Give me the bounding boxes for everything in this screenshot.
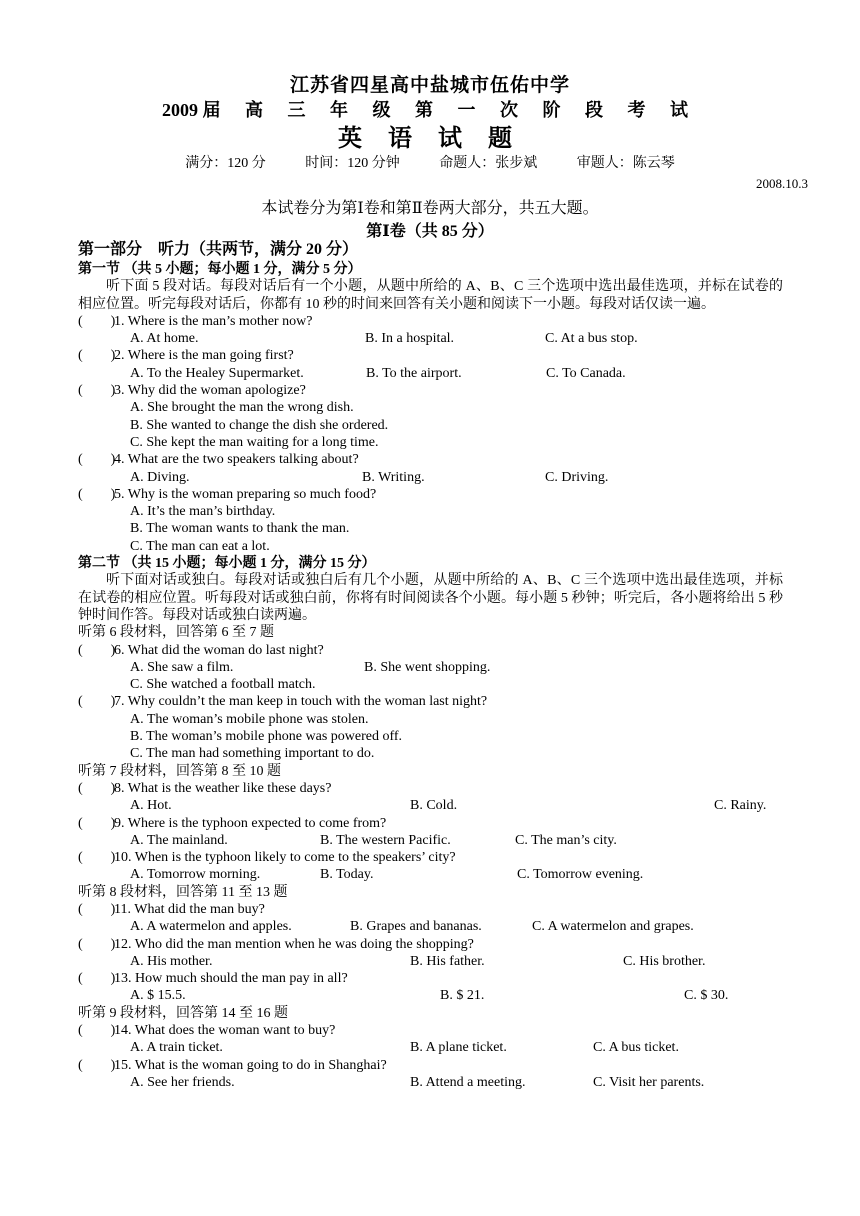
options-11 (130, 918, 783, 935)
question-stem: 8. What is the weather like these days? (114, 780, 332, 796)
answer-bracket[interactable]: ( ) (78, 936, 116, 952)
answer-bracket[interactable]: ( ) (78, 971, 116, 987)
option-b: B. The woman wants to thank the man. (130, 521, 350, 537)
answer-bracket[interactable]: ( ) (78, 850, 116, 866)
question-7 (78, 693, 783, 710)
answer-bracket[interactable]: ( ) (78, 313, 116, 329)
option-a: A. A train ticket. (130, 1040, 223, 1056)
exam-name: 届 高 三 年 级 第 一 次 阶 段 考 试 (202, 100, 698, 120)
question-10 (78, 849, 783, 866)
option-c: C. At a bus stop. (545, 331, 638, 347)
question-stem: 3. Why did the woman apologize? (114, 383, 306, 399)
options-2 (130, 365, 783, 382)
question-stem: 2. Where is the man going first? (114, 348, 294, 364)
material-6-heading: 听第 6 段材料，回答第 6 至 7 题 (78, 625, 274, 641)
exam-date: 2008.10.3 (756, 176, 808, 191)
option-c: C. She watched a football match. (130, 677, 316, 693)
option-a: A. See her friends. (130, 1074, 235, 1090)
question-stem: 14. What does the woman want to buy? (114, 1023, 336, 1039)
option-c: C. Rainy. (714, 798, 767, 814)
option-b: B. $ 21. (440, 988, 485, 1004)
option-a: A. Diving. (130, 469, 190, 485)
question-15 (78, 1057, 783, 1074)
question-stem: 1. Where is the man’s mother now? (114, 313, 313, 329)
question-stem: 9. Where is the typhoon expected to come from? (114, 815, 387, 831)
option-a: A. His mother. (130, 953, 213, 969)
options-9 (130, 832, 783, 849)
option-b: B. The western Pacific. (320, 832, 451, 848)
option-a: A. Tomorrow morning. (130, 867, 261, 883)
question-stem: 5. Why is the woman preparing so much food? (114, 486, 377, 502)
option-b: B. Cold. (410, 798, 458, 814)
exam-author: 命题人：张步斌 (439, 156, 538, 171)
option-c: C. She kept the man waiting for a long time. (130, 434, 379, 450)
option-b: B. To the airport. (366, 365, 462, 381)
answer-bracket[interactable]: ( ) (78, 694, 116, 710)
material-8-heading: 听第 8 段材料，回答第 11 至 13 题 (78, 884, 288, 900)
option-c: C. A watermelon and grapes. (532, 919, 694, 935)
answer-bracket[interactable]: ( ) (78, 815, 116, 831)
question-2 (78, 347, 783, 364)
option-b: B. A plane ticket. (410, 1040, 507, 1056)
option-b: B. Attend a meeting. (410, 1074, 526, 1090)
answer-bracket[interactable]: ( ) (78, 780, 116, 796)
full-score: 满分：120 分 (185, 156, 266, 171)
question-12 (78, 936, 783, 953)
option-b: B. The woman’s mobile phone was powered off. (130, 729, 403, 745)
option-b: B. Writing. (362, 469, 425, 485)
question-5 (78, 486, 783, 503)
option-b: B. She went shopping. (364, 659, 491, 675)
options-10 (130, 866, 783, 883)
option-c: C. Driving. (545, 469, 609, 485)
paper-intro: 本试卷分为第Ⅰ卷和第Ⅱ卷两大部分，共五大题。 (261, 200, 599, 217)
options-1 (130, 330, 783, 347)
question-stem: 15. What is the woman going to do in Shanghai? (114, 1057, 387, 1073)
part1-title: 第一部分 听力（共两节，满分 20 分） (78, 241, 359, 258)
option-a: A. A watermelon and apples. (130, 919, 292, 935)
question-8 (78, 780, 783, 797)
options-4 (130, 469, 783, 486)
question-13 (78, 970, 783, 987)
option-a: A. To the Healey Supermarket. (130, 365, 304, 381)
option-a: A. The mainland. (130, 832, 228, 848)
option-c: C. The man’s city. (515, 832, 617, 848)
question-11 (78, 901, 783, 918)
option-b: B. His father. (410, 953, 485, 969)
answer-bracket[interactable]: ( ) (78, 1023, 116, 1039)
exam-meta (0, 152, 860, 172)
answer-bracket[interactable]: ( ) (78, 383, 116, 399)
question-14 (78, 1022, 783, 1039)
option-a: A. She brought the man the wrong dish. (130, 400, 354, 416)
option-a: A. It’s the man’s birthday. (130, 504, 276, 520)
question-1 (78, 313, 783, 330)
option-c: C. To Canada. (546, 365, 626, 381)
option-c: C. Tomorrow evening. (517, 867, 644, 883)
section2-title: 第二节 （共 15 小题；每小题 1 分，满分 15 分） (78, 556, 376, 572)
options-8 (130, 797, 783, 814)
subject-title: 英 语 试 题 (338, 126, 522, 152)
options-13 (130, 987, 783, 1004)
options-12 (130, 953, 783, 970)
exam-time: 时间：120 分钟 (305, 156, 400, 171)
answer-bracket[interactable]: ( ) (78, 486, 116, 502)
material-7-heading: 听第 7 段材料，回答第 8 至 10 题 (78, 763, 281, 779)
answer-bracket[interactable]: ( ) (78, 642, 116, 658)
option-b: B. Grapes and bananas. (350, 919, 482, 935)
question-3 (78, 382, 783, 399)
option-a: A. At home. (130, 331, 199, 347)
options-6 (130, 659, 783, 676)
question-6 (78, 642, 783, 659)
option-a: A. Hot. (130, 798, 172, 814)
question-stem: 11. What did the man buy? (114, 901, 265, 917)
question-stem: 6. What did the woman do last night? (114, 642, 324, 658)
option-c: C. $ 30. (684, 988, 729, 1004)
option-b: B. She wanted to change the dish she ordered. (130, 417, 389, 433)
option-c: C. His brother. (623, 953, 706, 969)
option-a: A. The woman’s mobile phone was stolen. (130, 711, 369, 727)
answer-bracket[interactable]: ( ) (78, 348, 116, 364)
option-a: A. She saw a film. (130, 659, 234, 675)
answer-bracket[interactable]: ( ) (78, 1057, 116, 1073)
section1-instructions: 听下面 5 段对话。每段对话后有一个小题，从题中所给的 A、B、C 三个选项中选出最佳选项，并标在试卷的相应位置。听完每段对话后，你都有 10 秒的时间来回答有关小题和阅读下一小题。每段对话仅读一遍。 (78, 279, 783, 312)
material-9-heading: 听第 9 段材料，回答第 14 至 16 题 (78, 1005, 288, 1021)
option-c: C. Visit her parents. (593, 1074, 705, 1090)
answer-bracket[interactable]: ( ) (78, 901, 116, 917)
question-4 (78, 451, 783, 468)
option-a: A. $ 15.5. (130, 988, 186, 1004)
options-15 (130, 1074, 783, 1091)
option-c: C. The man can eat a lot. (130, 538, 270, 554)
options-14 (130, 1039, 783, 1056)
section2-instructions: 听下面对话或独白。每段对话或独白后有几个小题，从题中所给的 A、B、C 三个选项中选出最佳选项，并标在试卷的相应位置。听每段对话或独白前，你将有时间阅读各个小题。每小题 5 秒钟；听完后，各小题将给出 5 秒钟时间作答。每段对话或独白读两遍。 (78, 573, 783, 623)
option-b: B. In a hospital. (365, 331, 455, 347)
exam-reviewer: 审题人：陈云琴 (576, 156, 675, 171)
option-b: B. Today. (320, 867, 374, 883)
school-name: 江苏省四星高中盐城市伍佑中学 (289, 75, 570, 96)
question-stem: 10. When is the typhoon likely to come to the speakers’ city? (114, 850, 456, 866)
volume-heading: 第Ⅰ卷（共 85 分） (366, 223, 494, 240)
question-9 (78, 815, 783, 832)
exam-content (78, 240, 783, 1091)
exam-year: 2009 (162, 100, 198, 120)
question-stem: 4. What are the two speakers talking about? (114, 452, 359, 468)
answer-bracket[interactable]: ( ) (78, 452, 116, 468)
question-stem: 7. Why couldn’t the man keep in touch with the woman last night? (114, 694, 488, 710)
question-stem: 12. Who did the man mention when he was doing the shopping? (114, 936, 474, 952)
section1-title: 第一节 （共 5 小题；每小题 1 分，满分 5 分） (78, 262, 362, 277)
option-c: C. The man had something important to do. (130, 746, 375, 762)
option-c: C. A bus ticket. (593, 1040, 679, 1056)
question-stem: 13. How much should the man pay in all? (114, 971, 348, 987)
